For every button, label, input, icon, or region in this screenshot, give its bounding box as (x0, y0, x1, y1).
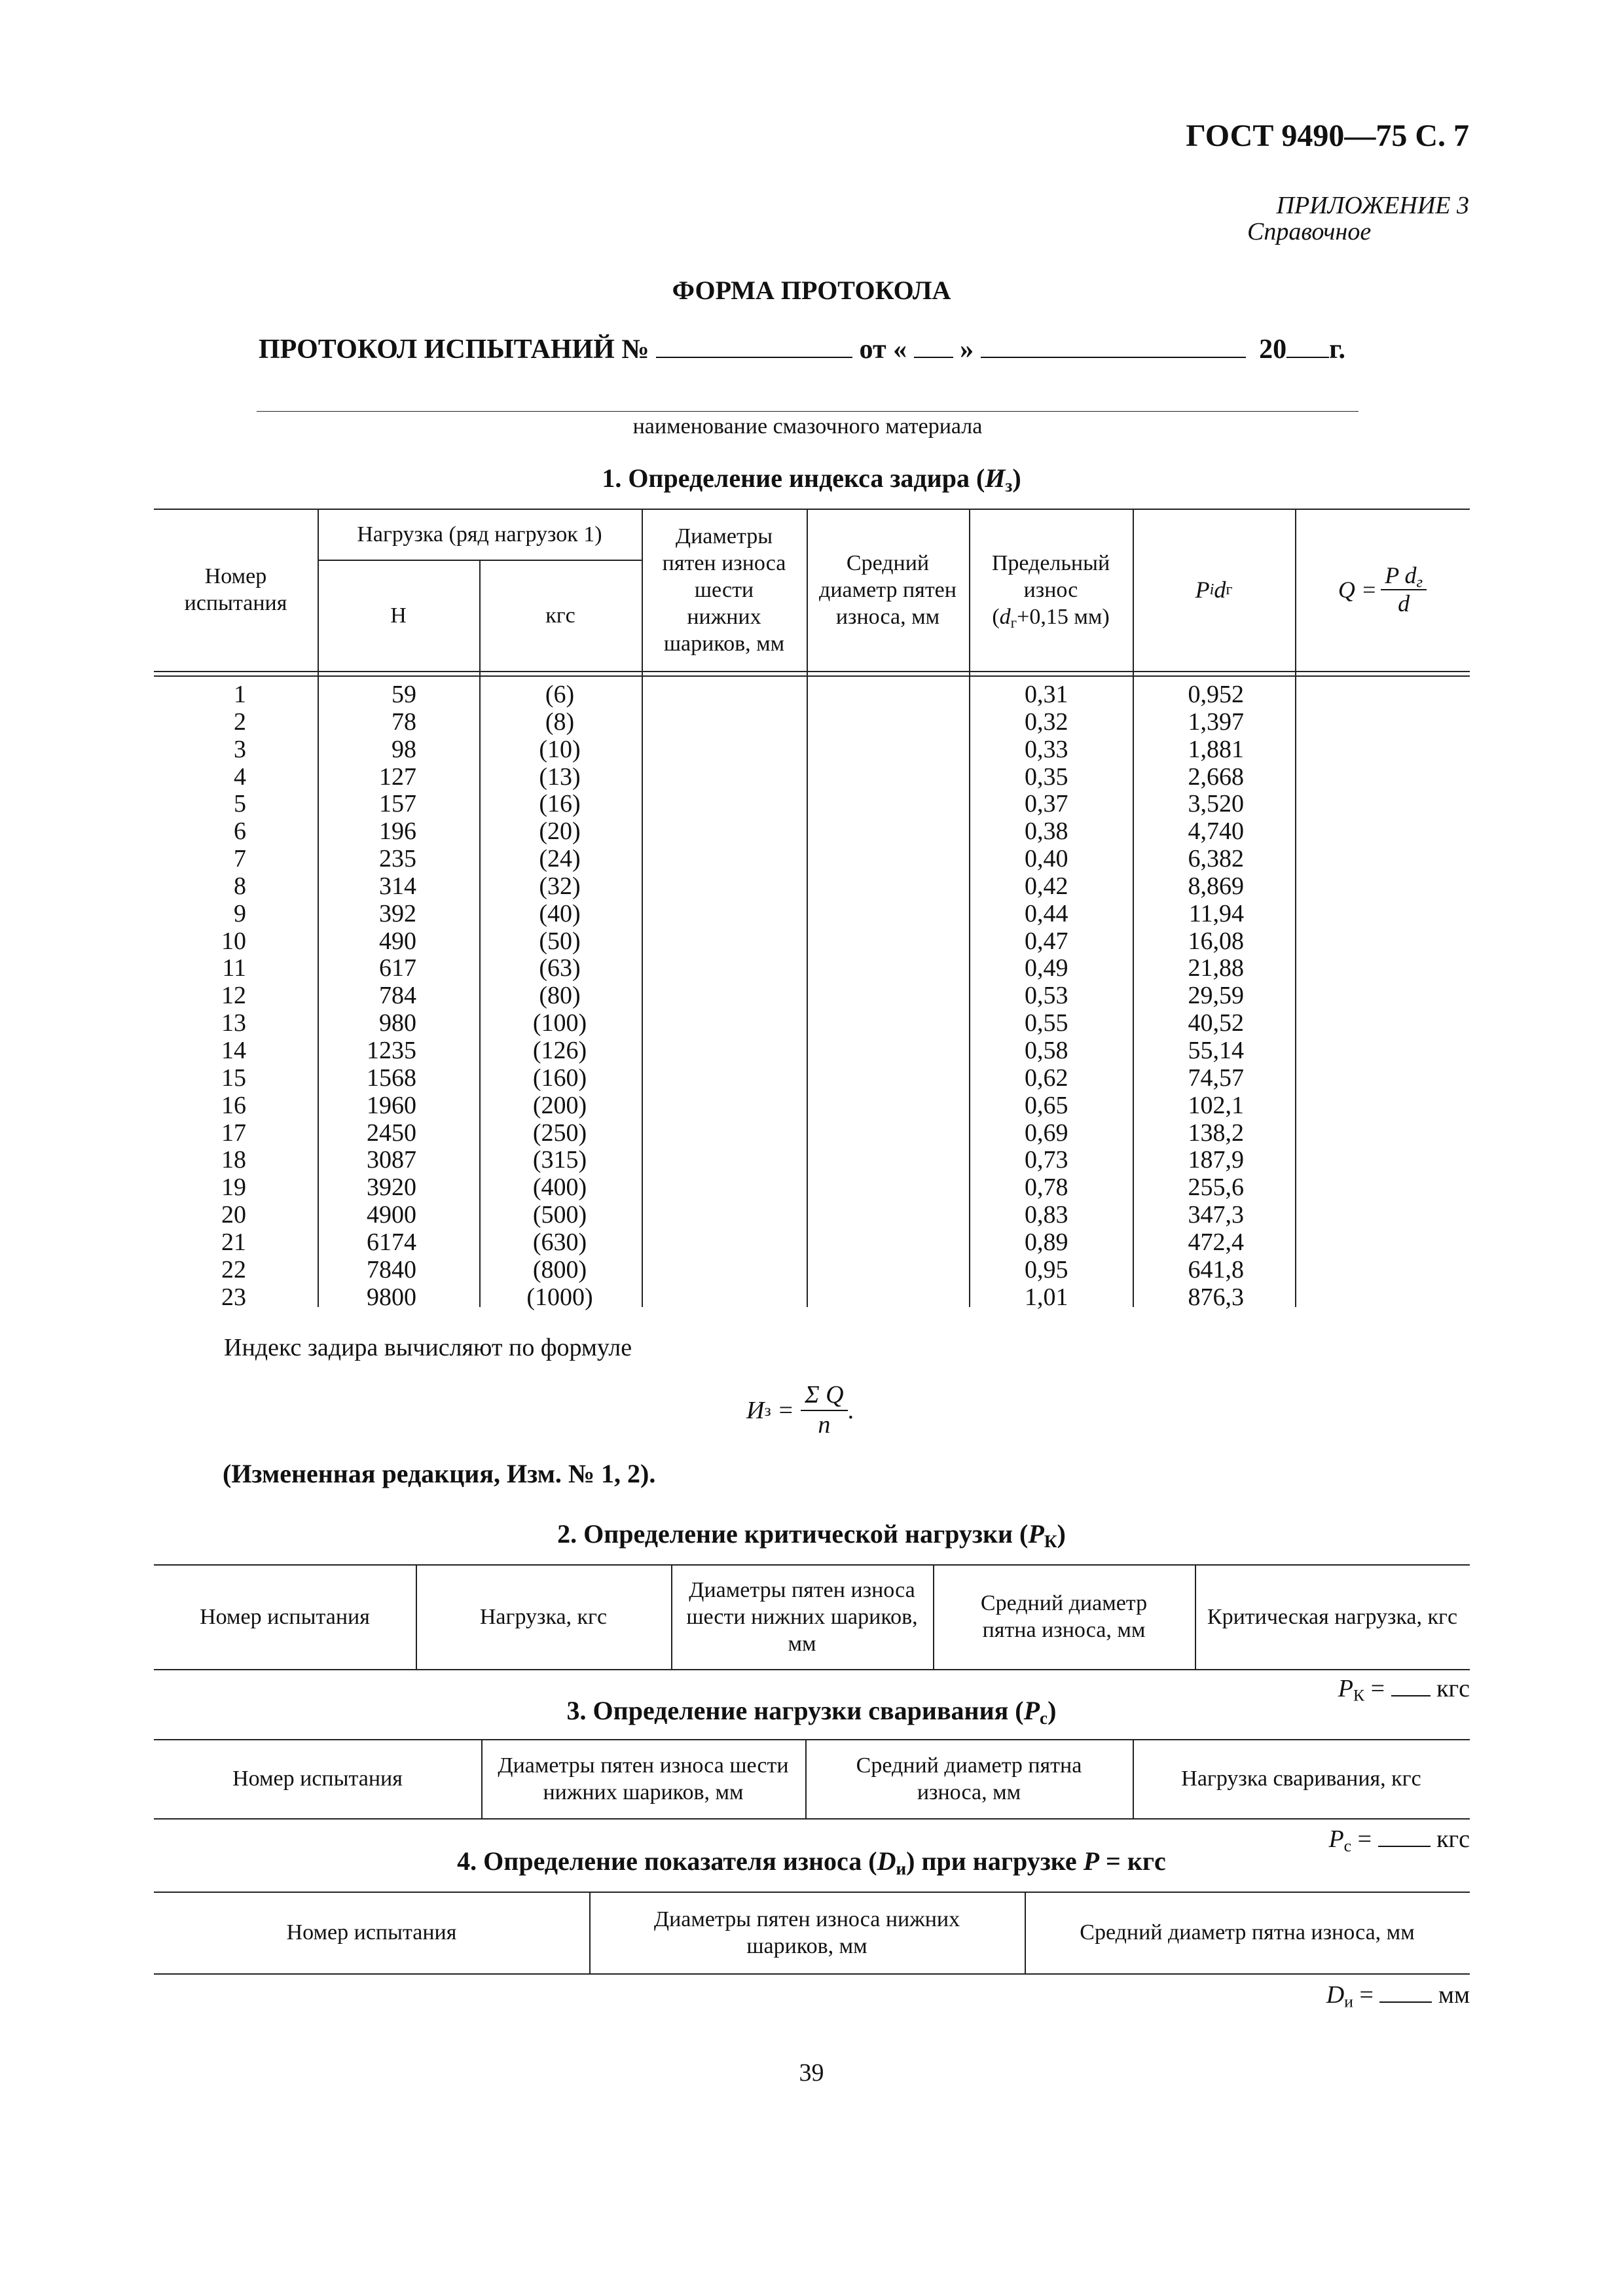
th-limit-wear-line1: Предельный износ (991, 550, 1110, 602)
t4-result-sub: и (1344, 1992, 1353, 2011)
column-load-n (354, 681, 416, 1311)
t3-th-welding-load: Нагрузка сваривания, кгс (1181, 1767, 1421, 1791)
table1-vline-2 (479, 560, 481, 1307)
column-pd (1172, 681, 1244, 1311)
cell-load-n: 9800 (367, 1283, 416, 1311)
cell-pd: 876,3 (1188, 1283, 1244, 1311)
cell-limit: 0,33 (1025, 735, 1068, 763)
section1-title (0, 463, 1623, 493)
t4-result-symbol: D (1326, 1981, 1345, 2009)
cell-load-n: 157 (379, 790, 416, 818)
cell-load-kgf: (13) (539, 762, 581, 791)
cell-n: 18 (221, 1146, 246, 1174)
cell-n: 17 (221, 1119, 246, 1147)
cell-pd: 21,88 (1188, 954, 1244, 982)
cell-limit: 0,42 (1025, 872, 1068, 900)
section4-symbol: D (877, 1846, 896, 1876)
protocol-from: от « (859, 334, 907, 365)
standard-header: ГОСТ 9490—75 С. 7 (1186, 118, 1469, 153)
cell-limit: 0,49 (1025, 954, 1068, 982)
cell-load-n: 6174 (367, 1228, 416, 1256)
protocol-quote-close: » (960, 334, 974, 365)
cell-load-kgf: (630) (532, 1228, 587, 1256)
cell-load-n: 3920 (367, 1174, 416, 1202)
th-q-den: d (1398, 590, 1410, 617)
cell-pd: 4,740 (1188, 817, 1244, 846)
cell-load-n: 784 (379, 982, 416, 1010)
cell-n: 1 (234, 681, 246, 708)
cell-pd: 6,382 (1188, 845, 1244, 873)
cell-load-n: 490 (379, 927, 416, 955)
material-caption: наименование смазочного материала (632, 414, 983, 439)
cell-pd: 29,59 (1188, 982, 1244, 1010)
material-line (257, 411, 1359, 412)
t3-result-unit: кгс (1436, 1825, 1470, 1853)
table3-bottom-rule (154, 1818, 1470, 1820)
th-load-kgf: кгс (545, 603, 575, 628)
cell-n: 8 (234, 872, 246, 900)
t2-th-critical-load: Критическая нагрузка, кгс (1207, 1604, 1458, 1629)
formula-lhs: И (746, 1396, 765, 1424)
cell-n: 12 (221, 982, 246, 1010)
th-limit-wear-line2: ($d_г+0,15$ мм) (992, 604, 1110, 632)
section4-title (0, 1846, 1623, 1876)
wear-index-result (1326, 1977, 1470, 2009)
section1-symbol: И (985, 463, 1006, 493)
section3-symbol: P (1023, 1696, 1040, 1725)
cell-pd: 138,2 (1188, 1119, 1244, 1147)
cell-load-n: 3087 (367, 1146, 416, 1174)
t3-result-symbol: P (1328, 1825, 1344, 1853)
protocol-prefix: ПРОТОКОЛ ИСПЫТАНИЙ № (259, 334, 649, 365)
cell-load-n: 1568 (367, 1064, 416, 1092)
section4-title-b: ) при нагрузке (906, 1846, 1084, 1876)
cell-n: 19 (221, 1174, 246, 1202)
cell-limit: 0,44 (1025, 899, 1068, 927)
section3-title (0, 1695, 1623, 1726)
formula-dot: . (847, 1396, 854, 1424)
cell-load-kgf: (126) (532, 1036, 587, 1064)
t4-result-eq: = (1359, 1981, 1374, 2009)
cell-limit: 0,47 (1025, 927, 1068, 955)
t3-result-eq: = (1357, 1825, 1372, 1853)
cell-load-n: 1235 (367, 1036, 416, 1064)
cell-pd: 102,1 (1188, 1091, 1244, 1119)
t2-th-test-number: Номер испытания (200, 1604, 370, 1629)
t2-th-load: Нагрузка, кгс (479, 1604, 608, 1629)
cell-limit: 0,35 (1025, 762, 1068, 791)
section2-symbol-sub: К (1044, 1531, 1057, 1551)
cell-pd: 1,397 (1188, 708, 1244, 736)
scuffing-formula: И з = $\frac{\text{Σ Q}}{n}$ . (746, 1381, 854, 1439)
cell-load-kgf: (1000) (526, 1283, 593, 1311)
th-q-formula (1295, 509, 1470, 671)
t3-th-mean-diameter: Средний диаметр пятна износа, мм (856, 1753, 1082, 1804)
th-q-fraction (1381, 562, 1427, 618)
cell-limit: 1,01 (1025, 1283, 1068, 1311)
section4-title-a: 4. Определение показателя износа ( (457, 1846, 877, 1876)
t3-th-diameters: Диаметры пятен износа шести нижних шариков, мм (498, 1753, 789, 1804)
cell-n: 13 (221, 1009, 246, 1037)
cell-limit: 0,32 (1025, 708, 1068, 736)
cell-pd: 74,57 (1188, 1064, 1244, 1092)
cell-limit: 0,53 (1025, 982, 1068, 1010)
protocol-year-prefix: 20 (1259, 334, 1287, 365)
cell-load-kgf: (32) (539, 872, 581, 900)
cell-load-n: 127 (379, 762, 416, 791)
cell-limit: 0,95 (1025, 1255, 1068, 1283)
cell-n: 16 (221, 1091, 246, 1119)
cell-load-n: 2450 (367, 1119, 416, 1147)
cell-load-n: 314 (379, 872, 416, 900)
cell-pd: 3,520 (1188, 790, 1244, 818)
cell-limit: 0,69 (1025, 1119, 1068, 1147)
cell-load-kgf: (24) (539, 845, 581, 873)
protocol-month-blank (981, 329, 1246, 358)
protocol-day-blank (914, 329, 953, 358)
cell-pd: 255,6 (1188, 1174, 1244, 1202)
th-diameters: Диаметры пятен износа шести нижних шариков, мм (662, 524, 786, 656)
cell-n: 7 (234, 845, 246, 873)
cell-load-n: 196 (379, 817, 416, 846)
appendix-type: Справочное (1247, 218, 1372, 245)
th-pd-d: d (1214, 576, 1226, 603)
cell-load-kgf: (20) (539, 817, 581, 846)
formula-eq: = (778, 1396, 793, 1424)
section2-symbol: P (1028, 1519, 1044, 1549)
protocol-number-blank (656, 329, 852, 358)
formula-num: Σ Q (801, 1381, 848, 1411)
cell-n: 21 (221, 1228, 246, 1256)
table1-header-rule-2 (154, 675, 1470, 677)
cell-load-n: 617 (379, 954, 416, 982)
cell-limit: 0,65 (1025, 1091, 1068, 1119)
cell-limit: 0,73 (1025, 1146, 1068, 1174)
th-test-number: Номер испытания (184, 564, 287, 615)
th-load-group: Нагрузка (ряд нагрузок 1) (357, 522, 602, 547)
section1-symbol-sub: з (1005, 475, 1013, 495)
cell-n: 10 (221, 927, 246, 955)
cell-pd: 40,52 (1188, 1009, 1244, 1037)
cell-limit: 0,58 (1025, 1036, 1068, 1064)
form-title: ФОРМА ПРОТОКОЛА (672, 276, 951, 305)
section1-title-text: 1. Определение индекса задира ( (602, 463, 985, 493)
cell-load-kgf: (63) (539, 954, 581, 982)
th-pd-p: P (1195, 576, 1210, 603)
column-limit-wear (1025, 681, 1103, 1311)
cell-limit: 0,40 (1025, 845, 1068, 873)
section2-title-text: 2. Определение критической нагрузки ( (557, 1519, 1029, 1549)
cell-load-n: 98 (392, 735, 416, 763)
cell-n: 23 (221, 1283, 246, 1311)
section4-p: P (1083, 1846, 1100, 1876)
column-test-number (190, 681, 246, 1311)
t3-result-blank (1378, 1821, 1431, 1847)
section3-title-text: 3. Определение нагрузки сваривания ( (566, 1696, 1024, 1725)
cell-limit: 0,37 (1025, 790, 1068, 818)
t2-result-sub: К (1353, 1685, 1365, 1705)
formula-fraction (801, 1381, 848, 1439)
t4-result-unit: мм (1438, 1981, 1470, 2009)
cell-load-n: 7840 (367, 1255, 416, 1283)
t2-result-symbol: P (1338, 1675, 1353, 1702)
section4-title-c: = кгс (1099, 1846, 1166, 1876)
section3-symbol-sub: с (1040, 1708, 1048, 1728)
cell-load-kgf: (50) (539, 927, 581, 955)
cell-n: 4 (234, 762, 246, 791)
cell-limit: 0,62 (1025, 1064, 1068, 1092)
cell-load-kgf: (16) (539, 790, 581, 818)
cell-load-kgf: (250) (532, 1119, 587, 1147)
cell-load-n: 1960 (367, 1091, 416, 1119)
cell-load-n: 4900 (367, 1201, 416, 1229)
cell-load-kgf: (160) (532, 1064, 587, 1092)
cell-load-n: 235 (379, 845, 416, 873)
cell-n: 5 (234, 790, 246, 818)
cell-n: 14 (221, 1036, 246, 1064)
cell-load-kgf: (80) (539, 982, 581, 1010)
t3-th-test-number: Номер испытания (232, 1767, 403, 1791)
cell-limit: 0,89 (1025, 1228, 1068, 1256)
th-pd: P i d г (1195, 576, 1233, 603)
t2-result-unit: кгс (1436, 1675, 1470, 1702)
cell-load-kgf: (8) (545, 708, 575, 736)
cell-limit: 0,31 (1025, 681, 1068, 708)
cell-pd: 55,14 (1188, 1036, 1244, 1064)
cell-pd: 347,3 (1188, 1201, 1244, 1229)
cell-load-kgf: (400) (532, 1174, 587, 1202)
cell-pd: 472,4 (1188, 1228, 1244, 1256)
t3-result-sub: с (1343, 1836, 1352, 1856)
table1-header-rule-1 (154, 671, 1470, 672)
th-q-label: Q = (1338, 576, 1377, 603)
cell-pd: 2,668 (1188, 762, 1244, 791)
cell-n: 22 (221, 1255, 246, 1283)
cell-load-kgf: (800) (532, 1255, 587, 1283)
appendix-label: ПРИЛОЖЕНИЕ 3 (1276, 192, 1469, 219)
cell-load-kgf: (6) (545, 681, 575, 708)
formula-intro: Индекс задира вычисляют по формуле (224, 1334, 632, 1361)
t4-th-mean-diameter: Средний диаметр пятна износа, мм (1080, 1920, 1415, 1945)
column-load-kgf (511, 681, 609, 1311)
section4-symbol-sub: и (896, 1858, 907, 1878)
cell-load-n: 59 (392, 681, 416, 708)
cell-pd: 8,869 (1188, 872, 1244, 900)
cell-n: 2 (234, 708, 246, 736)
table2-bottom-rule (154, 1669, 1470, 1670)
t4-th-diameters: Диаметры пятен износа нижних шариков, мм (653, 1907, 960, 1958)
section2-title-end: ) (1057, 1519, 1066, 1549)
cell-pd: 11,94 (1188, 899, 1244, 927)
cell-load-kgf: (100) (532, 1009, 587, 1037)
protocol-year-blank (1286, 329, 1329, 358)
cell-load-kgf: (10) (539, 735, 581, 763)
t4-th-test-number: Номер испытания (286, 1920, 457, 1945)
cell-load-n: 980 (379, 1009, 416, 1037)
section2-title (0, 1518, 1623, 1549)
cell-n: 15 (221, 1064, 246, 1092)
section3-title-end: ) (1048, 1696, 1057, 1725)
th-load-n: Н (390, 603, 407, 628)
th-q-num: P d (1385, 562, 1417, 588)
cell-n: 9 (234, 899, 246, 927)
th-q-num-sub: г (1416, 573, 1423, 591)
cell-pd: 16,08 (1188, 927, 1244, 955)
cell-pd: 641,8 (1188, 1255, 1244, 1283)
amendment-note: (Измененная редакция, Изм. № 1, 2). (223, 1459, 656, 1488)
th-mean-diameter: Средний диаметр пятен износа, мм (819, 550, 957, 629)
cell-pd: 0,952 (1188, 681, 1244, 708)
cell-load-kgf: (200) (532, 1091, 587, 1119)
cell-limit: 0,78 (1025, 1174, 1068, 1202)
cell-limit: 0,55 (1025, 1009, 1068, 1037)
page-number: 39 (799, 2059, 824, 2087)
t4-result-blank (1379, 1977, 1432, 2003)
cell-load-kgf: (500) (532, 1201, 587, 1229)
cell-n: 20 (221, 1201, 246, 1229)
protocol-year-suffix: г. (1329, 334, 1345, 365)
cell-load-n: 392 (379, 899, 416, 927)
t2-result-blank (1391, 1670, 1431, 1696)
cell-pd: 1,881 (1188, 735, 1244, 763)
cell-n: 6 (234, 817, 246, 846)
t2-th-diameters: Диаметры пятен износа шести нижних шариков, мм (686, 1577, 918, 1656)
t2-result-eq: = (1370, 1675, 1385, 1702)
cell-limit: 0,83 (1025, 1201, 1068, 1229)
cell-limit: 0,38 (1025, 817, 1068, 846)
cell-load-kgf: (315) (532, 1146, 587, 1174)
cell-n: 11 (222, 954, 246, 982)
section1-title-end: ) (1012, 463, 1021, 493)
cell-pd: 187,9 (1188, 1146, 1244, 1174)
cell-load-kgf: (40) (539, 899, 581, 927)
cell-n: 3 (234, 735, 246, 763)
t2-th-mean-diameter: Средний диаметр пятна износа, мм (980, 1591, 1148, 1642)
formula-den: n (818, 1410, 831, 1439)
protocol-line (259, 329, 1345, 365)
cell-load-n: 78 (392, 708, 416, 736)
table4-bottom-rule (154, 1973, 1470, 1975)
th-limit-wear (969, 509, 1133, 671)
